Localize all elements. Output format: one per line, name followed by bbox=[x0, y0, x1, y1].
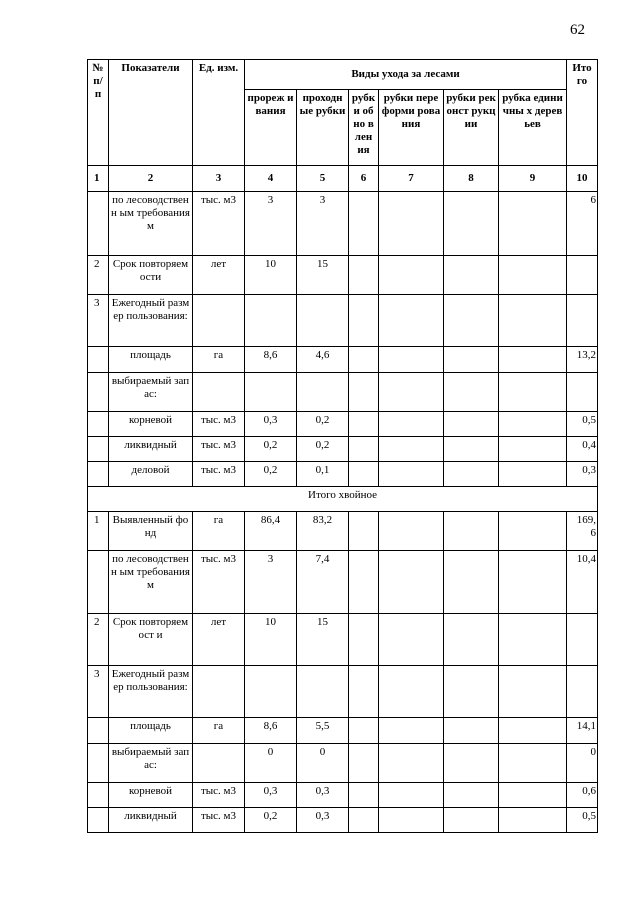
cell-c6 bbox=[349, 256, 379, 295]
cell-c7 bbox=[379, 808, 444, 833]
cell-c7 bbox=[379, 512, 444, 551]
column-number: 10 bbox=[567, 166, 598, 192]
cell-c7 bbox=[379, 373, 444, 412]
cell-total bbox=[567, 256, 598, 295]
cell-c4 bbox=[245, 666, 297, 718]
cell-c8 bbox=[444, 437, 499, 462]
cell-ind: корневой bbox=[109, 412, 193, 437]
cell-c7 bbox=[379, 744, 444, 783]
page-number: 62 bbox=[570, 22, 585, 38]
forest-care-table bbox=[87, 59, 598, 833]
cell-total bbox=[567, 666, 598, 718]
cell-c9 bbox=[499, 744, 567, 783]
cell-c5: 0,3 bbox=[297, 783, 349, 808]
cell-c7 bbox=[379, 347, 444, 373]
cell-total: 10,4 bbox=[567, 551, 598, 614]
table-row bbox=[88, 512, 598, 551]
table-row bbox=[88, 666, 598, 718]
cell-c9 bbox=[499, 295, 567, 347]
cell-unit bbox=[193, 295, 245, 347]
cell-c5: 15 bbox=[297, 256, 349, 295]
cell-c6 bbox=[349, 666, 379, 718]
cell-c7 bbox=[379, 256, 444, 295]
table-row bbox=[88, 808, 598, 833]
cell-c4: 0,2 bbox=[245, 808, 297, 833]
table-row bbox=[88, 783, 598, 808]
cell-c8 bbox=[444, 462, 499, 487]
cell-c6 bbox=[349, 192, 379, 256]
cell-c4: 10 bbox=[245, 256, 297, 295]
cell-unit: тыс. м3 bbox=[193, 192, 245, 256]
cell-c5: 0,2 bbox=[297, 437, 349, 462]
cell-c5: 5,5 bbox=[297, 718, 349, 744]
table-row bbox=[88, 192, 598, 256]
cell-c8 bbox=[444, 295, 499, 347]
cell-c6 bbox=[349, 551, 379, 614]
cell-c6 bbox=[349, 437, 379, 462]
cell-unit: лет bbox=[193, 256, 245, 295]
cell-n: 3 bbox=[88, 295, 109, 347]
cell-c6 bbox=[349, 783, 379, 808]
cell-c6 bbox=[349, 347, 379, 373]
cell-c8 bbox=[444, 551, 499, 614]
table-body bbox=[88, 166, 598, 833]
cell-ind: по лесоводственн ым требованиям bbox=[109, 192, 193, 256]
cell-unit: тыс. м3 bbox=[193, 808, 245, 833]
table-row bbox=[88, 437, 598, 462]
column-numbers-row bbox=[88, 166, 598, 192]
cell-c5 bbox=[297, 373, 349, 412]
cell-ind: Ежегодный размер пользования: bbox=[109, 666, 193, 718]
cell-c9 bbox=[499, 614, 567, 666]
cell-n bbox=[88, 373, 109, 412]
header-total: Ито го bbox=[567, 60, 598, 166]
cell-total: 0,4 bbox=[567, 437, 598, 462]
cell-unit: тыс. м3 bbox=[193, 783, 245, 808]
cell-c8 bbox=[444, 412, 499, 437]
cell-total bbox=[567, 614, 598, 666]
cell-c6 bbox=[349, 614, 379, 666]
cell-ind: площадь bbox=[109, 347, 193, 373]
cell-total: 6 bbox=[567, 192, 598, 256]
cell-unit: тыс. м3 bbox=[193, 412, 245, 437]
table-row bbox=[88, 373, 598, 412]
header-group-title: Виды ухода за лесами bbox=[245, 60, 567, 90]
cell-n bbox=[88, 718, 109, 744]
cell-c4 bbox=[245, 373, 297, 412]
cell-ind: Ежегодный размер пользования: bbox=[109, 295, 193, 347]
cell-total bbox=[567, 295, 598, 347]
cell-c4: 0 bbox=[245, 744, 297, 783]
cell-ind: Выявленный фонд bbox=[109, 512, 193, 551]
cell-c8 bbox=[444, 192, 499, 256]
cell-c4 bbox=[245, 295, 297, 347]
header-indicator: Показатели bbox=[109, 60, 193, 166]
cell-total: 14,1 bbox=[567, 718, 598, 744]
column-number: 6 bbox=[349, 166, 379, 192]
column-number: 8 bbox=[444, 166, 499, 192]
table-row bbox=[88, 295, 598, 347]
cell-n bbox=[88, 551, 109, 614]
cell-c9 bbox=[499, 718, 567, 744]
cell-n bbox=[88, 808, 109, 833]
header-unit: Ед. изм. bbox=[193, 60, 245, 166]
cell-c7 bbox=[379, 718, 444, 744]
cell-n: 2 bbox=[88, 256, 109, 295]
cell-c8 bbox=[444, 808, 499, 833]
cell-c9 bbox=[499, 551, 567, 614]
column-number: 5 bbox=[297, 166, 349, 192]
column-number: 9 bbox=[499, 166, 567, 192]
column-number: 7 bbox=[379, 166, 444, 192]
cell-c7 bbox=[379, 437, 444, 462]
cell-c9 bbox=[499, 412, 567, 437]
cell-c9 bbox=[499, 512, 567, 551]
cell-c9 bbox=[499, 192, 567, 256]
cell-c7 bbox=[379, 192, 444, 256]
cell-n: 2 bbox=[88, 614, 109, 666]
cell-c9 bbox=[499, 373, 567, 412]
cell-c4: 0,3 bbox=[245, 412, 297, 437]
cell-c9 bbox=[499, 256, 567, 295]
cell-total bbox=[567, 373, 598, 412]
column-number: 2 bbox=[109, 166, 193, 192]
cell-c7 bbox=[379, 614, 444, 666]
header-sub: рубка единичны х деревьев bbox=[499, 90, 567, 166]
cell-ind: деловой bbox=[109, 462, 193, 487]
cell-c7 bbox=[379, 551, 444, 614]
header-num: № п/ п bbox=[88, 60, 109, 166]
cell-total: 0,3 bbox=[567, 462, 598, 487]
cell-unit: тыс. м3 bbox=[193, 551, 245, 614]
table-row bbox=[88, 744, 598, 783]
table-row bbox=[88, 347, 598, 373]
cell-c4: 0,3 bbox=[245, 783, 297, 808]
cell-c5: 83,2 bbox=[297, 512, 349, 551]
cell-unit: га bbox=[193, 512, 245, 551]
cell-c8 bbox=[444, 373, 499, 412]
cell-c5: 0,2 bbox=[297, 412, 349, 437]
table-row bbox=[88, 462, 598, 487]
cell-total: 169, 6 bbox=[567, 512, 598, 551]
cell-total: 0,5 bbox=[567, 412, 598, 437]
cell-n bbox=[88, 347, 109, 373]
cell-ind: Срок повторяемост и bbox=[109, 614, 193, 666]
cell-c7 bbox=[379, 783, 444, 808]
table-row bbox=[88, 551, 598, 614]
cell-c8 bbox=[444, 666, 499, 718]
cell-c6 bbox=[349, 412, 379, 437]
cell-c9 bbox=[499, 783, 567, 808]
header-sub: рубки переформи рования bbox=[379, 90, 444, 166]
header-sub: прореж ивания bbox=[245, 90, 297, 166]
cell-ind: выбираемый запас: bbox=[109, 373, 193, 412]
cell-c5 bbox=[297, 295, 349, 347]
cell-total: 0,5 bbox=[567, 808, 598, 833]
cell-c4: 8,6 bbox=[245, 347, 297, 373]
header-sub: проходн ые рубки bbox=[297, 90, 349, 166]
cell-c4: 8,6 bbox=[245, 718, 297, 744]
section-title: Итого хвойное bbox=[88, 487, 598, 512]
cell-c5: 7,4 bbox=[297, 551, 349, 614]
cell-c6 bbox=[349, 462, 379, 487]
section-row bbox=[88, 487, 598, 512]
cell-c5: 0,3 bbox=[297, 808, 349, 833]
cell-c9 bbox=[499, 437, 567, 462]
header-sub: рубки реконст рукции bbox=[444, 90, 499, 166]
cell-unit bbox=[193, 666, 245, 718]
cell-c6 bbox=[349, 718, 379, 744]
cell-ind: ликвидный bbox=[109, 437, 193, 462]
cell-c4: 3 bbox=[245, 192, 297, 256]
cell-c8 bbox=[444, 744, 499, 783]
cell-n bbox=[88, 192, 109, 256]
cell-c5: 4,6 bbox=[297, 347, 349, 373]
cell-ind: по лесоводственн ым требованиям bbox=[109, 551, 193, 614]
cell-c8 bbox=[444, 347, 499, 373]
cell-ind: выбираемый запас: bbox=[109, 744, 193, 783]
cell-c9 bbox=[499, 347, 567, 373]
cell-ind: ликвидный bbox=[109, 808, 193, 833]
cell-c7 bbox=[379, 412, 444, 437]
cell-c6 bbox=[349, 295, 379, 347]
cell-c4: 3 bbox=[245, 551, 297, 614]
cell-unit: тыс. м3 bbox=[193, 437, 245, 462]
cell-unit: га bbox=[193, 347, 245, 373]
cell-c6 bbox=[349, 373, 379, 412]
cell-n bbox=[88, 744, 109, 783]
cell-total: 0,6 bbox=[567, 783, 598, 808]
cell-n: 3 bbox=[88, 666, 109, 718]
cell-c5: 0,1 bbox=[297, 462, 349, 487]
column-number: 1 bbox=[88, 166, 109, 192]
cell-c6 bbox=[349, 744, 379, 783]
cell-n bbox=[88, 783, 109, 808]
table-row bbox=[88, 412, 598, 437]
cell-n bbox=[88, 412, 109, 437]
header-sub: рубк и обно влен ия bbox=[349, 90, 379, 166]
cell-n bbox=[88, 462, 109, 487]
cell-c4: 86,4 bbox=[245, 512, 297, 551]
cell-unit: тыс. м3 bbox=[193, 462, 245, 487]
cell-c7 bbox=[379, 462, 444, 487]
cell-unit: лет bbox=[193, 614, 245, 666]
cell-n: 1 bbox=[88, 512, 109, 551]
cell-c4: 0,2 bbox=[245, 437, 297, 462]
cell-ind: Срок повторяемости bbox=[109, 256, 193, 295]
cell-c8 bbox=[444, 512, 499, 551]
cell-c9 bbox=[499, 808, 567, 833]
cell-c5 bbox=[297, 666, 349, 718]
cell-c5: 15 bbox=[297, 614, 349, 666]
cell-c4: 0,2 bbox=[245, 462, 297, 487]
cell-c6 bbox=[349, 512, 379, 551]
column-number: 3 bbox=[193, 166, 245, 192]
table-row bbox=[88, 614, 598, 666]
column-number: 4 bbox=[245, 166, 297, 192]
cell-c5: 0 bbox=[297, 744, 349, 783]
cell-c8 bbox=[444, 256, 499, 295]
cell-c8 bbox=[444, 614, 499, 666]
cell-ind: площадь bbox=[109, 718, 193, 744]
cell-total: 13,2 bbox=[567, 347, 598, 373]
cell-ind: корневой bbox=[109, 783, 193, 808]
cell-unit bbox=[193, 373, 245, 412]
cell-n bbox=[88, 437, 109, 462]
table-row bbox=[88, 718, 598, 744]
cell-c7 bbox=[379, 666, 444, 718]
cell-total: 0 bbox=[567, 744, 598, 783]
cell-c8 bbox=[444, 783, 499, 808]
cell-unit: га bbox=[193, 718, 245, 744]
table-row bbox=[88, 256, 598, 295]
cell-c4: 10 bbox=[245, 614, 297, 666]
cell-c8 bbox=[444, 718, 499, 744]
cell-c9 bbox=[499, 666, 567, 718]
cell-c6 bbox=[349, 808, 379, 833]
cell-c7 bbox=[379, 295, 444, 347]
cell-c9 bbox=[499, 462, 567, 487]
cell-c5: 3 bbox=[297, 192, 349, 256]
cell-unit bbox=[193, 744, 245, 783]
